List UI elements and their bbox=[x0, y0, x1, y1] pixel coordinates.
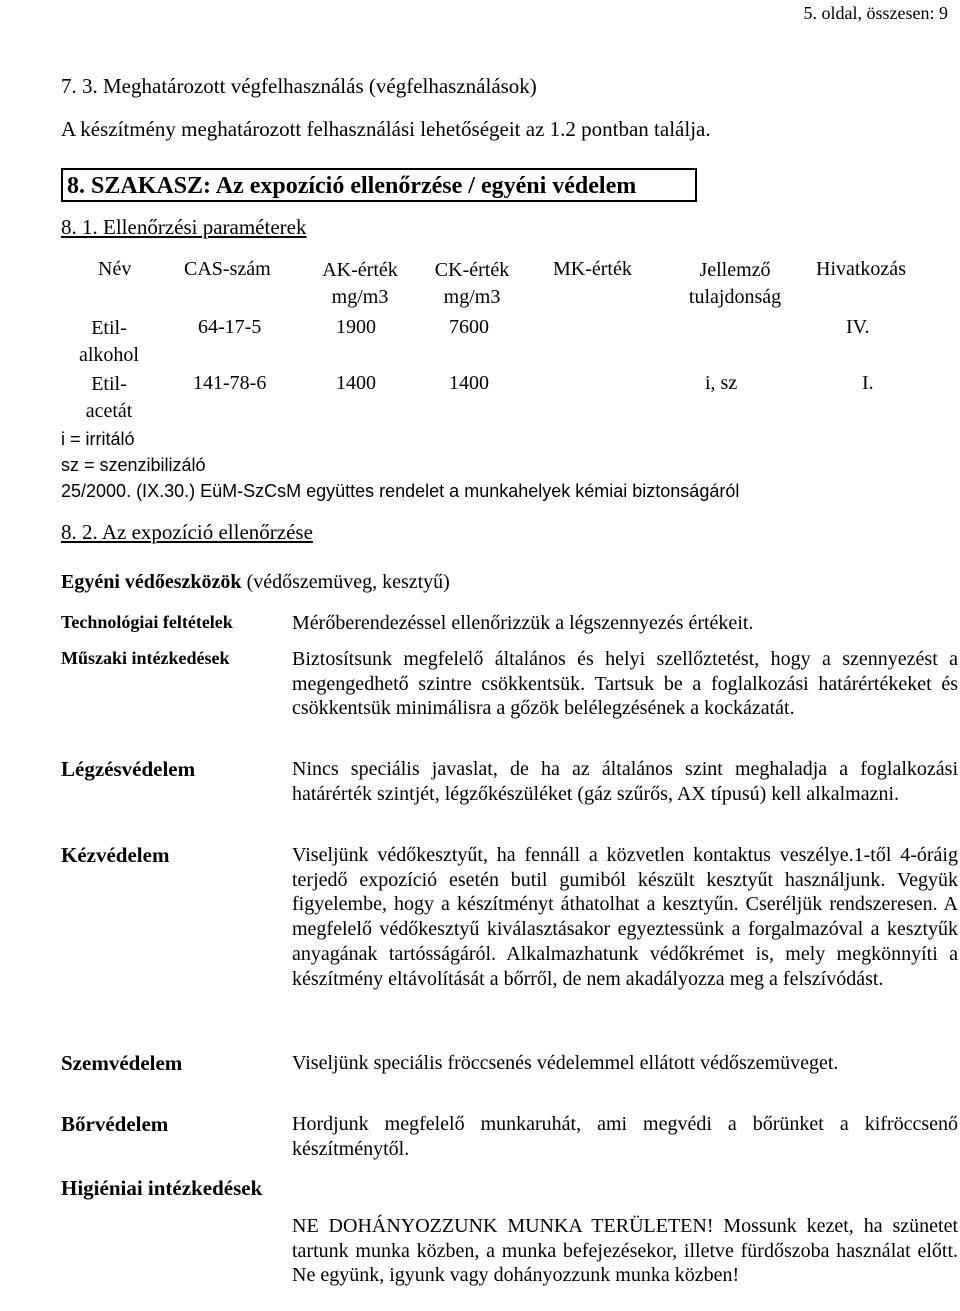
label-borvedelem: Bőrvédelem bbox=[61, 1112, 169, 1136]
table-row-name bbox=[66, 371, 152, 425]
table-cell-ck: 7600 bbox=[449, 316, 489, 338]
text-szemvedelem: Viseljünk speciális fröccsenés védelemmel ellátott védőszemüveget. bbox=[292, 1052, 839, 1074]
label-technologiai: Technológiai feltételek bbox=[61, 612, 233, 632]
regulation-reference: 25/2000. (IX.30.) EüM-SzCsM együttes rendelet a munkahelyek kémiai biztonságáról bbox=[61, 481, 740, 501]
table-cell-cas: 64-17-5 bbox=[198, 316, 262, 338]
col-header-ck-unit: mg/m3 bbox=[443, 286, 501, 308]
text-technologiai: Mérőberendezéssel ellenőrizzük a légszennyezés értékeit. bbox=[292, 612, 754, 634]
table-cell-cas: 141-78-6 bbox=[193, 372, 267, 394]
table-cell-ak: 1900 bbox=[336, 316, 376, 338]
section-7-3-text: A készítmény meghatározott felhasználási lehetőségeit az 1.2 pontban találja. bbox=[61, 117, 711, 141]
col-header-jellemzo-line1: Jellemző bbox=[699, 259, 771, 281]
ppe-title: Egyéni védőeszközök bbox=[61, 571, 242, 593]
label-muszaki: Műszaki intézkedések bbox=[61, 648, 230, 668]
label-szemvedelem: Szemvédelem bbox=[61, 1051, 183, 1075]
col-header-ak-label: AK-érték bbox=[322, 259, 398, 281]
label-legzesvedelem: Légzésvédelem bbox=[61, 757, 196, 781]
label-higieniai: Higiéniai intézkedések bbox=[61, 1176, 263, 1200]
col-header-cas: CAS-szám bbox=[184, 258, 271, 280]
text-higieniai: NE DOHÁNYOZZUNK MUNKA TERÜLETEN! Mossunk kezet, ha szünetet tartunk munka közben, a munka befejezésekor, illetve fürdőszoba használat előtt. Ne együnk, igyunk vagy dohányozzunk munka közben! bbox=[292, 1215, 958, 1287]
text-legzesvedelem: Nincs speciális javaslat, de ha az általános szint meghaladja a foglalkozási határérték szintjét, légzőkészüléket (gáz szűrős, AX típusú) kell alkalmazni. bbox=[292, 758, 958, 805]
table-cell-jellemzo: i, sz bbox=[705, 372, 738, 394]
section-8-heading: 8. SZAKASZ: Az expozíció ellenőrzése / egyéni védelem bbox=[61, 168, 697, 202]
text-borvedelem: Hordjunk megfelelő munkaruhát, ami megvédi a bőrünket a kifröccsenő készítménytől. bbox=[292, 1113, 958, 1160]
page-number: 5. oldal, összesen: 9 bbox=[803, 3, 948, 23]
row-name-line2: acetát bbox=[85, 400, 133, 422]
section-8-2-title: 8. 2. Az expozíció ellenőrzése bbox=[61, 520, 313, 544]
row-name-line2: alkohol bbox=[79, 344, 139, 366]
table-cell-ak: 1400 bbox=[336, 372, 376, 394]
col-header-jellemzo-line2: tulajdonság bbox=[688, 286, 782, 308]
col-header-name: Név bbox=[98, 258, 132, 280]
row-name-line1: Etil- bbox=[91, 373, 127, 395]
text-kezvedelem: Viseljünk védőkesztyűt, ha fennáll a közvetlen kontaktus veszélye.1-től 4-óráig terjedő expozíció esetén butil gumiból készült kesztyűt használjunk. Vegyük figyelembe, hogy a készítményt áthatolhat a kesztyűn. Cseréljük rendszeresen. A megfelelő védőkesztyű kiválasztásakor egyeztessünk a forgalmazóval a kesztyűk anyagának tartósságáról. Alkalmazhatunk védőkrémet is, mely megkönnyíti a készítmény eltávolítását a bőrről, de nem akadályozza meg a felszívódást. bbox=[292, 844, 958, 990]
section-7-3-title: 7. 3. Meghatározott végfelhasználás (végfelhasználások) bbox=[61, 74, 537, 98]
row-name-line1: Etil- bbox=[91, 317, 127, 339]
section-8-1-title: 8. 1. Ellenőrzési paraméterek bbox=[61, 215, 307, 239]
ppe-title-note: (védőszemüveg, kesztyű) bbox=[246, 571, 450, 593]
note-szenzibilizalo: sz = szenzibilizáló bbox=[61, 455, 206, 475]
table-cell-hiv: IV. bbox=[846, 316, 870, 338]
label-kezvedelem: Kézvédelem bbox=[61, 843, 170, 867]
col-header-ck-label: CK-érték bbox=[434, 259, 510, 281]
col-header-ak bbox=[308, 257, 412, 311]
text-muszaki: Biztosítsunk megfelelő általános és helyi szellőztetést, hogy a szennyezést a megengedhető szintre csökkentsük. Tartsuk be a foglalkozási határértékeket és csökkentsük minimálisra a gőzök belélegzésének a kockázatát. bbox=[292, 648, 958, 720]
col-header-hivatkozas: Hivatkozás bbox=[816, 258, 906, 280]
ppe-heading bbox=[61, 571, 450, 594]
col-header-mk: MK-érték bbox=[553, 258, 632, 280]
col-header-jellemzo bbox=[672, 257, 798, 311]
note-irritalo: i = irritáló bbox=[61, 429, 135, 449]
table-row-name bbox=[66, 315, 152, 369]
table-cell-ck: 1400 bbox=[449, 372, 489, 394]
col-header-ck bbox=[419, 257, 525, 311]
col-header-ak-unit: mg/m3 bbox=[331, 286, 389, 308]
table-cell-hiv: I. bbox=[862, 372, 874, 394]
